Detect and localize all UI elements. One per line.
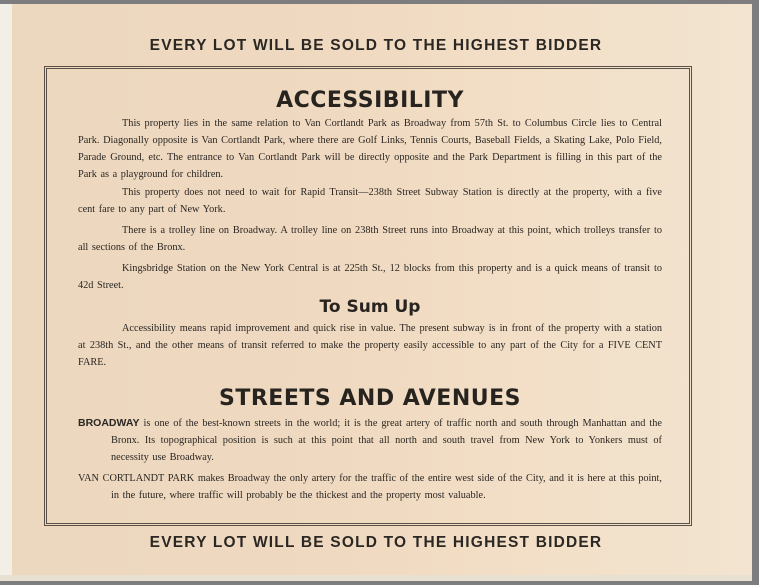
van-cortlandt-lead: VAN CORTLANDT PARK [78,473,195,484]
broadway-paragraph [78,415,662,466]
accessibility-paragraph: This property lies in the same relation to Van Cortlandt Park as Broadway from 57th St. to Columbus Circle lies to Central Park. Diagonally opposite is Van Cortlandt Park, where there are Golf Links, Tennis Courts, Baseball Fields, a Skating Lake, Polo Field, Parade Ground, etc. The entrance to Van Cortlandt Park will be directly opposite and the Park Department is filling in this part of the Park as a playground for children. [78,118,662,180]
van-cortlandt-text: makes Broadway the only artery for the traffic of the entire west side of the City, and it is here at this point, in the future, where traffic will probably be the thickest and the property most valuable. [111,473,662,501]
van-cortlandt-paragraph [78,470,662,504]
top-banner: EVERY LOT WILL BE SOLD TO THE HIGHEST BIDDER [149,37,603,54]
page-edge [0,4,12,581]
broadway-text: is one of the best-known streets in the world; it is the great artery of traffic north and south through Manhattan and the Bronx. Its topographical position is such at this point that all north and south travel from New York to Yonkers must of necessity use Broadway. [111,418,662,463]
sum-up-heading: To Sum Up [319,297,421,317]
streets-heading: STREETS AND AVENUES [219,386,521,411]
document-page [0,4,752,581]
accessibility-heading: ACCESSIBILITY [276,88,464,113]
bottom-banner: EVERY LOT WILL BE SOLD TO THE HIGHEST BIDDER [149,534,603,551]
accessibility-paragraph: This property does not need to wait for Rapid Transit—238th Street Subway Station is directly at the property, with a five cent fare to any part of New York. [78,187,662,215]
accessibility-paragraph: Kingsbridge Station on the New York Central is at 225th St., 12 blocks from this property and is a quick means of transit to 42d Street. [78,263,662,291]
broadway-lead: BROADWAY [78,417,140,429]
page-bottom-edge [0,575,752,581]
accessibility-paragraph: There is a trolley line on Broadway. A trolley line on 238th Street runs into Broadway at this point, which trolleys transfer to all sections of the Bronx. [78,225,662,253]
sum-up-paragraph: Accessibility means rapid improvement and quick rise in value. The present subway is in front of the property with a station at 238th St., and the other means of transit referred to make the property easily accessible to any part of the City for a FIVE CENT FARE. [78,323,662,368]
